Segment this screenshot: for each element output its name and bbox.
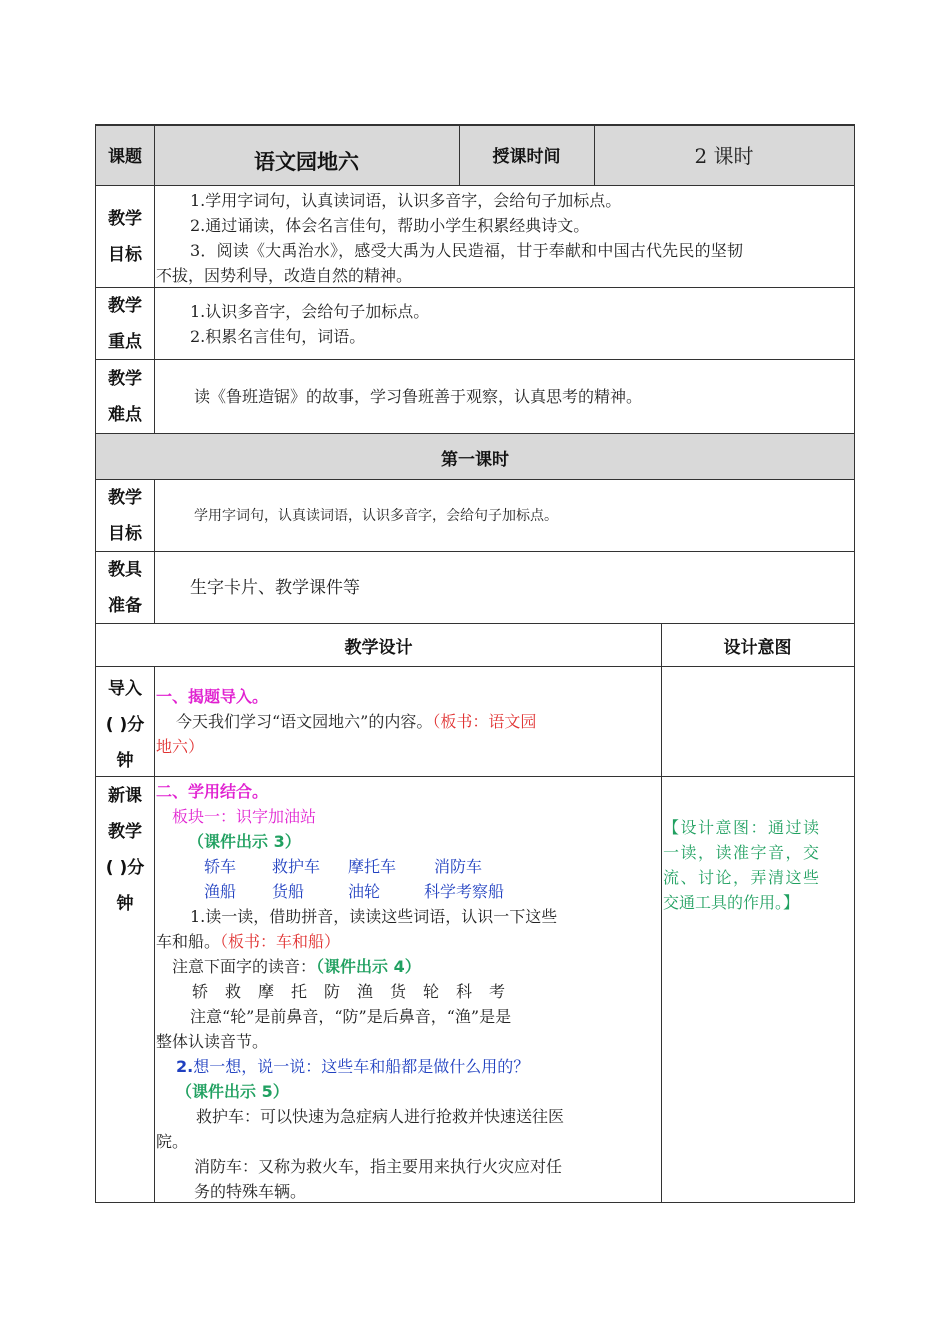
char: 渔 [357, 982, 374, 1001]
ambulance-desc: 救护车：可以快速为急症病人进行抢救并快速送往医 [196, 1107, 565, 1126]
pronunciation-note: 注意下面字的读音： [172, 957, 317, 976]
think-task: 2.想一想，说一说：这些车和船都是做什么用的？ [176, 1057, 530, 1076]
key-point-item: 1.认识多音字，会给句子加标点。 [190, 302, 430, 321]
objectives-label: 教学 目标 [108, 208, 142, 265]
intro-heading: 一、揭题导入。 [156, 687, 269, 706]
courseware-5: （课件出示 5） [176, 1082, 289, 1101]
design-header: 教学设计 [344, 638, 413, 658]
intro-label: 导入 ( )分 钟 [105, 679, 145, 771]
difficulties-text: 读《鲁班造锯》的故事，学习鲁班善于观察，认真思考的精神。 [194, 387, 643, 406]
difficulties-label: 教学 难点 [108, 368, 142, 425]
vocab-word: 摩托车 [348, 857, 397, 876]
char: 防 [324, 982, 341, 1001]
intent-header: 设计意图 [723, 638, 792, 658]
key-points-row [95, 288, 855, 360]
courseware-4: （课件出示 4） [316, 957, 421, 976]
char: 轮 [423, 982, 440, 1001]
lesson1-objective-row [95, 480, 855, 552]
key-points-label: 教学 重点 [108, 295, 142, 352]
char-list [156, 979, 661, 1004]
vocab-row-2 [156, 879, 661, 904]
objective-item: 2.通过诵读，体会名言佳句，帮助小学生积累经典诗文。 [190, 216, 590, 235]
design-header-row [95, 624, 855, 667]
char: 考 [489, 982, 506, 1001]
intro-board-note: （板书：语文园 [432, 712, 537, 731]
lesson1-prep-label: 教具 准备 [108, 559, 142, 616]
vocab-word: 渔船 [204, 882, 237, 901]
header-row [95, 124, 855, 186]
objective-item: 1.学用字词句，认真读词语，认识多音字，会给句子加标点。 [190, 191, 622, 210]
lesson-title: 语文园地六 [254, 150, 359, 174]
char: 摩 [258, 982, 275, 1001]
time-value: 2 课时 [694, 144, 754, 168]
design-intent-line: 流、讨论，弄清这些 [663, 868, 821, 887]
objectives-row [95, 186, 855, 288]
lesson1-title-row [95, 434, 855, 480]
difficulties-row [95, 360, 855, 434]
intro-board-note-cont: 地六） [156, 737, 205, 756]
lesson1-title: 第一课时 [441, 450, 509, 470]
new-lesson-label: 新课 教学 ( )分 钟 [105, 786, 145, 914]
design-intent-line: 一读，读准字音，交 [663, 843, 821, 862]
courseware-3: （课件出示 3） [188, 832, 301, 851]
ambulance-desc-cont: 院。 [156, 1132, 189, 1151]
objective-item: 3．阅读《大禹治水》，感受大禹为人民造福，甘于奉献和中国古代先民的坚韧 [190, 241, 744, 260]
vocab-word: 救护车 [272, 857, 321, 876]
firetruck-desc-cont: 务的特殊车辆。 [194, 1182, 307, 1201]
char: 轿 [192, 982, 209, 1001]
design-intent-line: 【设计意图：通过读 [663, 818, 821, 837]
char: 托 [291, 982, 308, 1001]
vocab-word: 货船 [272, 882, 305, 901]
firetruck-desc: 消防车：又称为救火车，指主要用来执行火灾应对任 [194, 1157, 563, 1176]
intro-text: 今天我们学习“语文园地六”的内容。 [176, 712, 433, 731]
time-label: 授课时间 [492, 147, 561, 167]
new-lesson-row [95, 777, 855, 1203]
lesson1-objective-text: 学用字词句，认真读词语，认识多音字，会给句子加标点。 [194, 508, 558, 524]
vocab-word: 消防车 [434, 857, 483, 876]
char: 货 [390, 982, 407, 1001]
vocab-word: 轿车 [204, 857, 237, 876]
intro-content [154, 667, 661, 776]
board-note-boats: （板书：车和船） [220, 932, 341, 951]
intro-row [95, 667, 855, 777]
new-lesson-content [154, 777, 661, 1202]
char: 救 [225, 982, 242, 1001]
key-points-text [154, 288, 854, 359]
subject-label: 课题 [108, 147, 142, 167]
objectives-text [154, 186, 854, 287]
read-task-1-cont: 车和船。 [156, 932, 221, 951]
vocab-word: 油轮 [348, 882, 381, 901]
lesson1-prep-text: 生字卡片、教学课件等 [190, 578, 360, 598]
vocab-word: 科学考察船 [424, 882, 505, 901]
lesson1-objective-label: 教学 目标 [108, 487, 142, 544]
design-intent-line: 交通工具的作用。】 [663, 893, 800, 912]
read-task-1: 1.读一读，借助拼音，读读这些词语，认识一下这些 [190, 907, 558, 926]
lesson1-prep-row [95, 552, 855, 624]
key-point-item: 2.积累名言佳句，词语。 [190, 327, 366, 346]
design-intent [661, 777, 854, 1202]
char: 科 [456, 982, 473, 1001]
block1-title: 板块一：识字加油站 [172, 807, 317, 826]
phonetic-note-cont: 整体认读音节。 [156, 1032, 269, 1051]
phonetic-note: 注意“轮”是前鼻音，“防”是后鼻音，“渔”是是 [190, 1007, 512, 1026]
objective-item: 不拔，因势利导，改造自然的精神。 [156, 266, 413, 285]
vocab-row-1 [156, 854, 661, 879]
new-lesson-heading: 二、学用结合。 [156, 782, 269, 801]
